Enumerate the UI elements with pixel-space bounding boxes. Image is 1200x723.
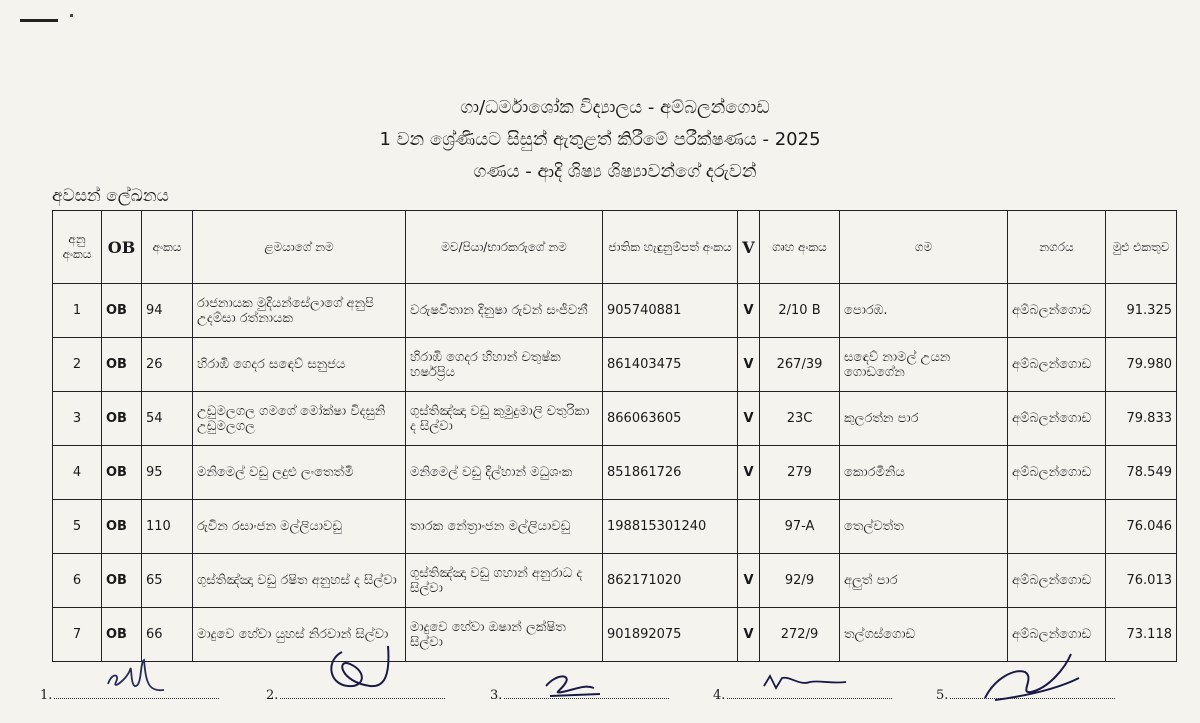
cell-house-no: 267/39 <box>760 338 840 392</box>
signature-label: 3. <box>490 688 503 703</box>
cell-total: 91.325 <box>1106 284 1177 338</box>
cell-total: 73.118 <box>1106 608 1177 662</box>
cell-village: කුලරත්න පාර <box>840 392 1008 446</box>
cell-ob: OB <box>102 338 142 392</box>
corner-mark <box>20 19 58 22</box>
cell-v <box>738 500 760 554</box>
final-list-label: අවසන් ලේඛනය <box>52 186 169 206</box>
cell-v: V <box>738 392 760 446</box>
cell-ob: OB <box>102 608 142 662</box>
header-parent-name: මව/පියා/භාරකරුගේ නම <box>406 211 603 284</box>
cell-house-no: 272/9 <box>760 608 840 662</box>
header-total: මුළු එකතුව <box>1106 211 1177 284</box>
cell-parent-name: මනිමෙල් වඩු දිල්හාන් මධුශංක <box>406 446 603 500</box>
cell-serial: 5 <box>53 500 102 554</box>
handwritten-signature-5 <box>975 648 1085 708</box>
cell-serial: 6 <box>53 554 102 608</box>
cell-total: 76.046 <box>1106 500 1177 554</box>
document-header <box>0 92 1200 188</box>
cell-total: 79.980 <box>1106 338 1177 392</box>
cell-house-no: 279 <box>760 446 840 500</box>
cell-parent-name: ගුස්තිඤ්ඤා වඩු ගහාන් අනුරාධ ද සිල්වා <box>406 554 603 608</box>
signature-label: 5. <box>936 688 949 703</box>
table-row <box>53 500 1177 554</box>
cell-village: තෙල්වත්ත <box>840 500 1008 554</box>
cell-town: අම්බලන්ගොඩ <box>1008 608 1106 662</box>
cell-child-name: රුවින රසාංජන මල්ලියාවඩු <box>193 500 406 554</box>
cell-serial: 4 <box>53 446 102 500</box>
cell-total: 76.013 <box>1106 554 1177 608</box>
cell-town: අම්බලන්ගොඩ <box>1008 554 1106 608</box>
cell-v: V <box>738 608 760 662</box>
cell-number: 65 <box>142 554 193 608</box>
signature-label: 4. <box>713 688 726 703</box>
table-row <box>53 392 1177 446</box>
cell-v: V <box>738 338 760 392</box>
header-number: අංකය <box>142 211 193 284</box>
cell-serial: 3 <box>53 392 102 446</box>
header-child-name: ළමයාගේ නම <box>193 211 406 284</box>
admission-table <box>52 210 1177 662</box>
table-row <box>53 338 1177 392</box>
header-nic: ජාතික හැඳුනුම්පත් අංකය <box>603 211 738 284</box>
cell-nic: 851861726 <box>603 446 738 500</box>
cell-house-no: 97-A <box>760 500 840 554</box>
handwritten-signature-2 <box>320 642 410 702</box>
handwritten-signature-4 <box>760 668 850 698</box>
cell-village: තල්ගස්ගොඩ <box>840 608 1008 662</box>
cell-number: 94 <box>142 284 193 338</box>
corner-dot <box>70 14 73 17</box>
cell-number: 110 <box>142 500 193 554</box>
header-village: ගම <box>840 211 1008 284</box>
header-ob: OB <box>102 211 142 284</box>
header-serial: අනු අංකය <box>53 211 102 284</box>
signature-label: 2. <box>266 688 279 703</box>
cell-parent-name: හිරාඹි ගෙදර හිහාන් චතුෂ්ක හර්ෂප්‍රිය <box>406 338 603 392</box>
handwritten-signature-3 <box>540 666 610 702</box>
cell-nic: 866063605 <box>603 392 738 446</box>
cell-total: 78.549 <box>1106 446 1177 500</box>
cell-nic: 901892075 <box>603 608 738 662</box>
cell-town: අම්බලන්ගොඩ <box>1008 338 1106 392</box>
table-row <box>53 554 1177 608</box>
cell-total: 79.833 <box>1106 392 1177 446</box>
cell-house-no: 92/9 <box>760 554 840 608</box>
category-title: ගණය - ආදි ශිෂ්‍ය ශිෂ්‍යාවන්ගේ දරුවන් <box>473 161 757 182</box>
cell-house-no: 2/10 B <box>760 284 840 338</box>
header-house-no: ගෘහ අංකය <box>760 211 840 284</box>
cell-village: සඳෙව් නාමල් උයන ගොඩගේන <box>840 338 1008 392</box>
cell-number: 95 <box>142 446 193 500</box>
table-header-row <box>53 211 1177 284</box>
cell-number: 54 <box>142 392 193 446</box>
cell-serial: 7 <box>53 608 102 662</box>
cell-ob: OB <box>102 500 142 554</box>
cell-parent-name: වරුෂවිතාන දිනුෂා රුවන් සංජීවනී <box>406 284 603 338</box>
cell-ob: OB <box>102 284 142 338</box>
cell-child-name: මනිමෙල් වඩු ලදුළු ලංතෙත්මි <box>193 446 406 500</box>
cell-v: V <box>738 554 760 608</box>
cell-village: අලුත් පාර <box>840 554 1008 608</box>
cell-serial: 2 <box>53 338 102 392</box>
cell-village: පොරඹ. <box>840 284 1008 338</box>
table-row <box>53 284 1177 338</box>
signature-area <box>40 640 1180 720</box>
cell-house-no: 23C <box>760 392 840 446</box>
cell-ob: OB <box>102 392 142 446</box>
cell-town: අම්බලන්ගොඩ <box>1008 446 1106 500</box>
cell-v: V <box>738 284 760 338</box>
exam-title: 1 වන ශ්‍රේණියට සිසුන් ඇතුළත් කිරීමේ පරීක්ෂණය - 2025 <box>379 129 821 150</box>
cell-village: කොරමීනිය <box>840 446 1008 500</box>
cell-nic: 861403475 <box>603 338 738 392</box>
table-row <box>53 446 1177 500</box>
cell-serial: 1 <box>53 284 102 338</box>
cell-parent-name: ගුස්තිඤ්ඤා වඩු කුමුදුමාලි චතුරිකා ද සිල්වා <box>406 392 603 446</box>
cell-town <box>1008 500 1106 554</box>
signature-label: 1. <box>40 688 53 703</box>
cell-number: 66 <box>142 608 193 662</box>
cell-parent-name: තාරක නේත්‍රාංජන මල්ලියාවඩු <box>406 500 603 554</box>
cell-nic: 905740881 <box>603 284 738 338</box>
cell-v: V <box>738 446 760 500</box>
cell-child-name: මාදුවෙ හේවා යුහස් නිරවාන් සිල්වා <box>193 608 406 662</box>
cell-town: අම්බලන්ගොඩ <box>1008 284 1106 338</box>
cell-nic: 862171020 <box>603 554 738 608</box>
header-town: නගරය <box>1008 211 1106 284</box>
cell-nic: 198815301240 <box>603 500 738 554</box>
cell-child-name: උඩුමලගල ගමගේ මෝක්ෂා විදසුනි උඩුමලගල <box>193 392 406 446</box>
header-v: V <box>738 211 760 284</box>
cell-number: 26 <box>142 338 193 392</box>
cell-child-name: හිරාඹි ගෙදර සඳෙව් සනුජය <box>193 338 406 392</box>
cell-child-name: ගුස්තිඤ්ඤා වඩු රෂිත අනුහස් ද සිල්වා <box>193 554 406 608</box>
cell-town: අම්බලන්ගොඩ <box>1008 392 1106 446</box>
school-title: ගා/ධර්මාශෝක විද්‍යාලය - අම්බලන්ගොඩ <box>460 97 770 118</box>
cell-parent-name: මාදුවෙ හේවා ඔෂාන් ලක්ෂිත සිල්වා <box>406 608 603 662</box>
cell-ob: OB <box>102 446 142 500</box>
cell-child-name: රාජනායක මුදියන්සේලාගේ අනුපි උදම්සා රත්නායක <box>193 284 406 338</box>
cell-ob: OB <box>102 554 142 608</box>
handwritten-signature-1 <box>100 652 170 702</box>
